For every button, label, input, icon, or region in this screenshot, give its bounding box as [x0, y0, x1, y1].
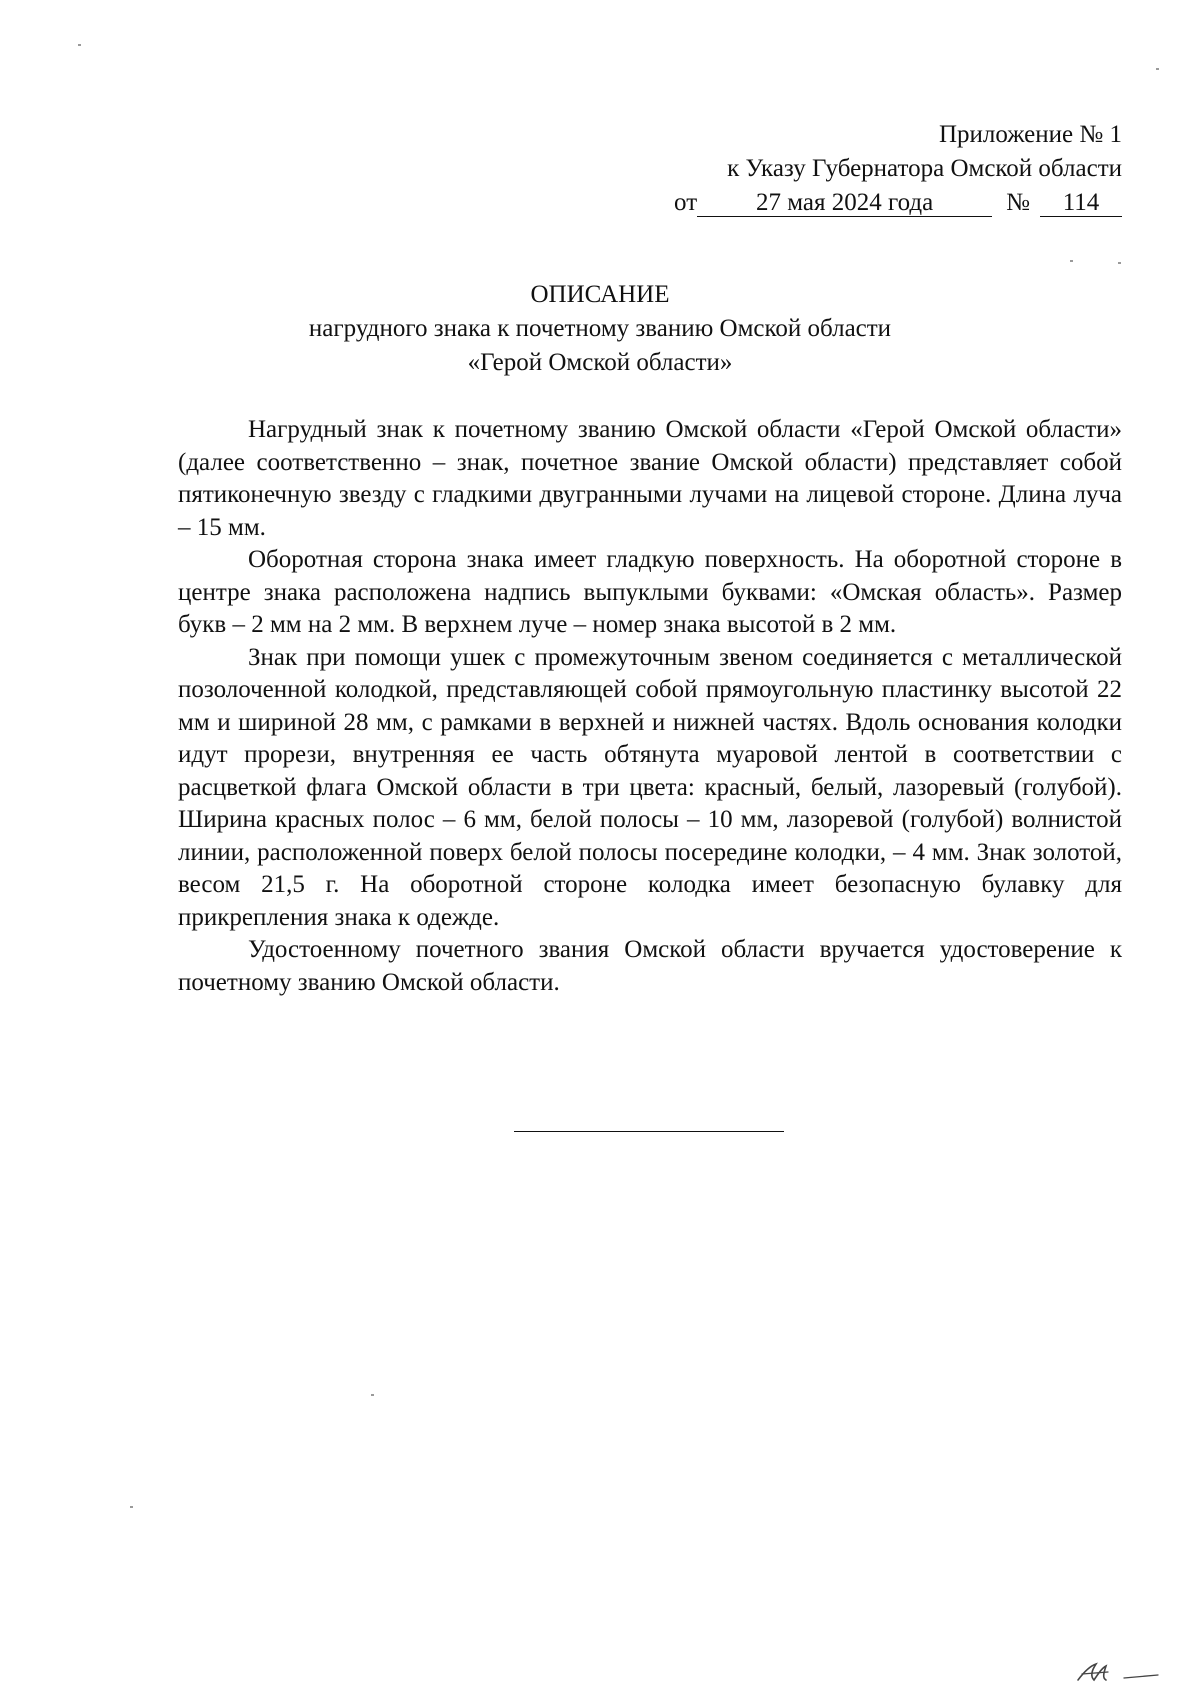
appendix-header: [674, 118, 1122, 220]
appendix-reference: к Указу Губернатора Омской области: [727, 155, 1122, 182]
paragraph: Удостоенному почетного звания Омской области вручается удостоверение к почетному званию Омской области.: [178, 936, 1122, 996]
scan-speck: [1156, 68, 1159, 70]
number-prefix: №: [1006, 189, 1030, 216]
document-body: [178, 414, 1122, 999]
paragraph: Нагрудный знак к почетному званию Омской области «Герой Омской области» (далее соответственно – знак, почетное звание Омской области) представляет собой пятиконечную звезду с гладкими двугранными лучами на лицевой стороне. Длина луча – 15 мм.: [178, 416, 1122, 541]
scan-speck: [371, 1394, 374, 1396]
scan-speck: [78, 44, 81, 46]
initials-signature: [1072, 1654, 1162, 1688]
decree-date: 27 мая 2024 года: [697, 190, 992, 217]
appendix-number: Приложение № 1: [938, 121, 1122, 148]
scan-speck: [1118, 262, 1121, 264]
appendix-date-row: [674, 186, 1122, 220]
document-title: [0, 278, 1200, 380]
date-prefix: от: [674, 189, 698, 216]
title-subtitle-line2: «Герой Омской области»: [467, 349, 733, 376]
decree-number: 114: [1040, 190, 1122, 217]
paragraph: Знак при помощи ушек с промежуточным звеном соединяется с металлической позолоченной колодкой, представляющей собой прямоугольную пластинку высотой 22 мм и шириной 28 мм, с рамками в верхней и нижней частях. Вдоль основания колодки идут прорези, внутренняя ее часть обтянута муаровой лентой в соответствии с расцветкой флага Омской области в три цвета: красный, белый, лазоревый (голубой). Ширина красных полос – 6 мм, белой полосы – 10 мм, лазоревой (голубой) волнистой линии, расположенной поверх белой полосы посередине колодки, – 4 мм. Знак золотой, весом 21,5 г. На оборотной стороне колодка имеет безопасную булавку для прикрепления знака к одежде.: [178, 643, 1122, 931]
end-divider: [514, 1131, 784, 1132]
paragraph: Оборотная сторона знака имеет гладкую поверхность. На оборотной стороне в центре знака расположена надпись выпуклыми буквами: «Омская область». Размер букв – 2 мм на 2 мм. В верхнем луче – номер знака высотой в 2 мм.: [178, 546, 1122, 638]
title-subtitle-line1: нагрудного знака к почетному званию Омской области: [308, 315, 892, 342]
scan-speck: [1070, 260, 1073, 262]
scan-speck: [130, 1506, 133, 1508]
title-heading: ОПИСАНИЕ: [530, 281, 670, 308]
